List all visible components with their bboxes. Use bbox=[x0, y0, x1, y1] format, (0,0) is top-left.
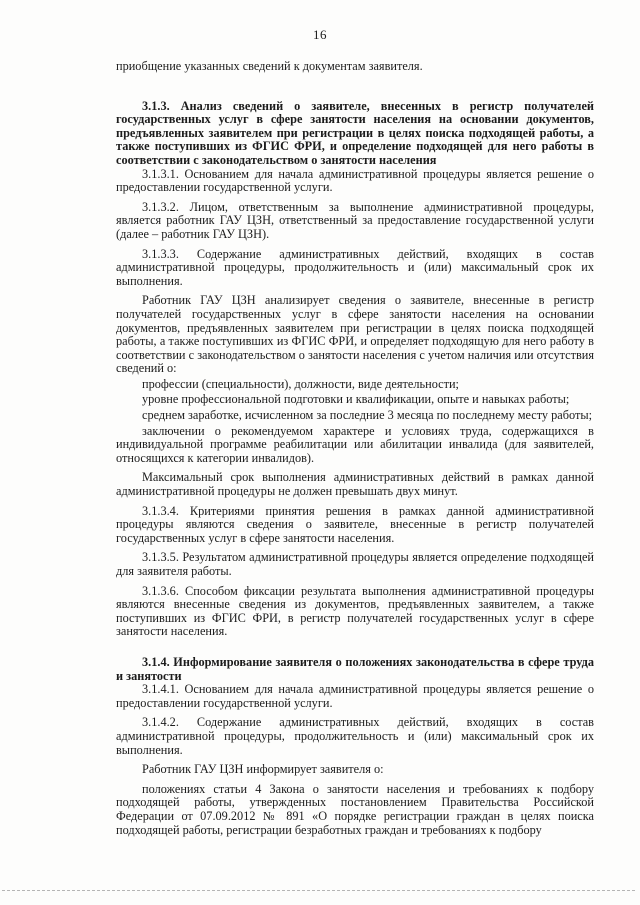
paragraph-3-1-4-1: 3.1.4.1. Основанием для начала административной процедуры является решение о предоставлении государственной услуги. bbox=[116, 682, 594, 710]
paragraph-max-duration: Максимальный срок выполнения административных действий в рамках данной административной процедуры не должен превышать двух минут. bbox=[116, 470, 594, 499]
paragraph-attach-info: приобщение указанных сведений к документам заявителя. bbox=[116, 59, 423, 73]
paragraph-inform: Работник ГАУ ЦЗН информирует заявителя о: bbox=[142, 762, 384, 777]
list-item: уровне профессиональной подготовки и квалификации, опыте и навыках работы; bbox=[142, 392, 570, 407]
paragraph-3-1-3-4: 3.1.3.4. Критериями принятия решения в рамках данной административной процедуры являются сведения о заявителе, внесенные в регистр получателей государственных услуг в сфере занятости населения. bbox=[116, 503, 594, 545]
page-number: 16 bbox=[313, 27, 327, 42]
list-item: среднем заработке, исчисленном за последние 3 месяца по последнему месту работы; bbox=[142, 408, 593, 423]
document-body bbox=[116, 60, 594, 837]
list-item: профессии (специальности), должности, виде деятельности; bbox=[142, 376, 459, 391]
paragraph-3-1-3-1: 3.1.3.1. Основанием для начала административной процедуры является решение о предоставлении государственной услуги. bbox=[116, 166, 594, 195]
paragraph-3-1-3-2: 3.1.3.2. Лицом, ответственным за выполнение административной процедуры, является работник ГАУ ЦЗН, ответственный за предоставление государственной услуги (далее – работник ГАУ ЦЗН). bbox=[116, 199, 594, 241]
paragraph-3-1-4-2: 3.1.4.2. Содержание административных действий, входящих в состав административной процедуры, продолжительность и (или) максимальный срок их выполнения. bbox=[116, 715, 594, 757]
scan-edge-line bbox=[2, 890, 635, 891]
paragraph-3-1-3-6: 3.1.3.6. Способом фиксации результата выполнения административной процедуры являются внесенные сведения из документов, предъявленных заявителем, а также поступивших из ФГИС ФРИ, в регистр получателей государственных услуг в сфере занятости населения. bbox=[116, 583, 594, 639]
section-heading-3-1-4: 3.1.4. Информирование заявителя о положениях законодательства в сфере труда и занятости bbox=[116, 654, 594, 683]
section-heading-3-1-3: 3.1.3. Анализ сведений о заявителе, внесенных в регистр получателей государственных услуг в сфере занятости населения на основании документов, предъявленных заявителем при регистрации в целях поиска подходящей работы, а также поступивших из ФГИС ФРИ, и определение подходящей для него работы в соответствии с законодательством о занятости населения bbox=[116, 98, 594, 167]
paragraph-3-1-3-3: 3.1.3.3. Содержание административных действий, входящих в состав административной процедуры, продолжительность и (или) максимальный срок их выполнения. bbox=[116, 246, 594, 288]
paragraph-analyze: Работник ГАУ ЦЗН анализирует сведения о заявителе, внесенные в регистр получателей государственных услуг в сфере занятости населения на основании документов, предъявленных заявителем при регистрации в целях поиска подходящей работы, а также поступивших из ФГИС ФРИ, и определяет подходящую для него работу в соответствии с законодательством о занятости населения с учетом наличия или отсутствия сведений о: bbox=[116, 293, 594, 376]
criteria-list bbox=[116, 378, 594, 466]
paragraph-law-article-4: положениях статьи 4 Закона о занятости населения и требованиях к подбору подходящей работы, утвержденных постановлением Правительства Российской Федерации от 07.09.2012 № 891 «О порядке регистрации граждан в целях поиска подходящей работы, регистрации безработных граждан и требованиях к подбору bbox=[116, 781, 594, 837]
paragraph-3-1-3-5: 3.1.3.5. Результатом административной процедуры является определение подходящей для заявителя работы. bbox=[116, 550, 594, 578]
list-item: заключении о рекомендуемом характере и условиях труда, содержащихся в индивидуальной программе реабилитации или абилитации инвалида (для заявителей, относящихся к категории инвалидов). bbox=[116, 423, 594, 465]
